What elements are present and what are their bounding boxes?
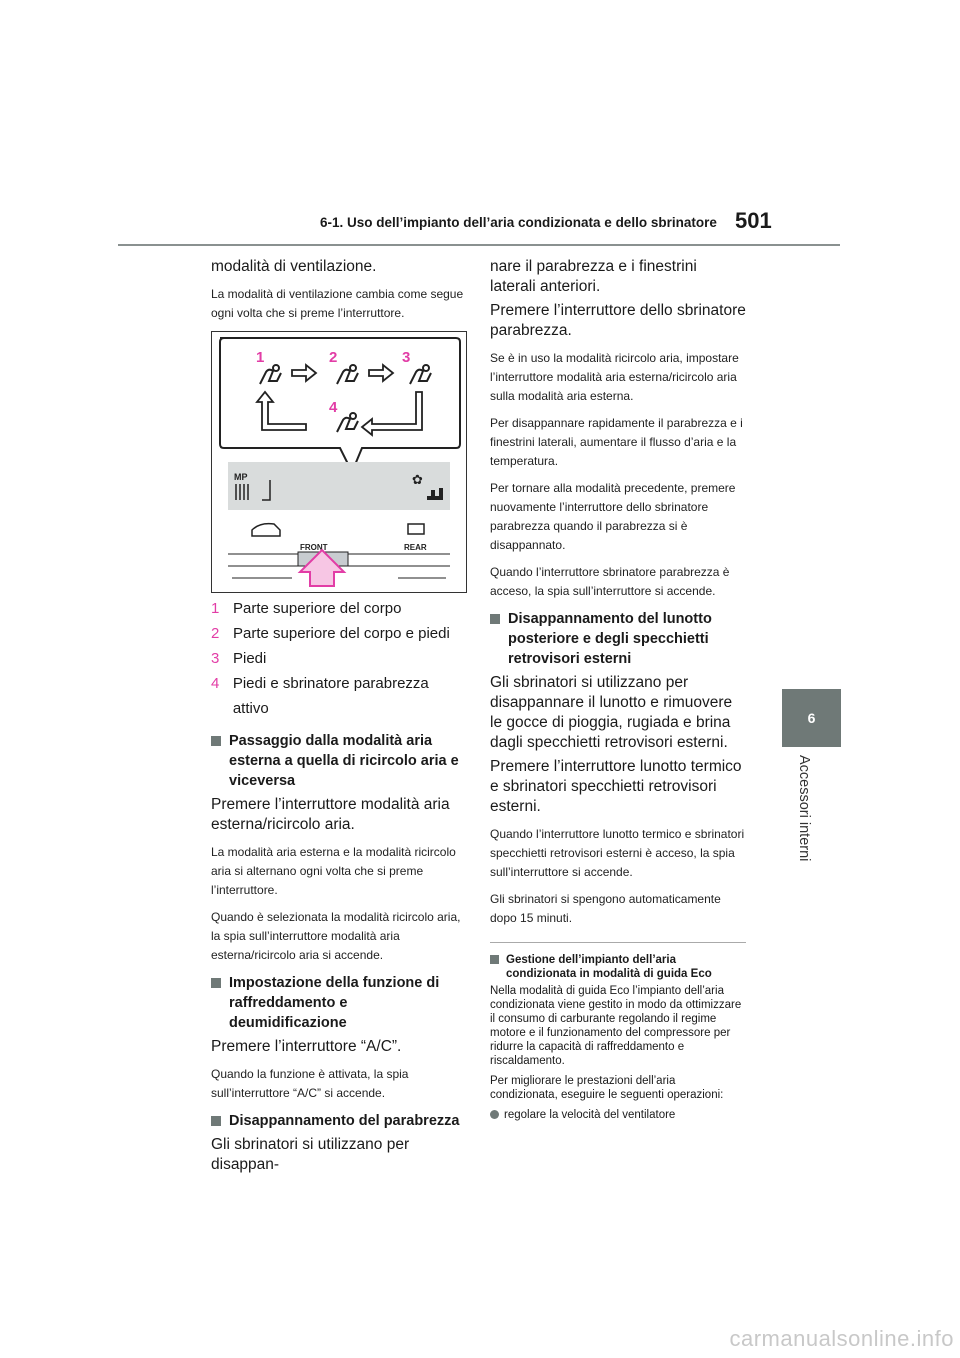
eco-bullet: regolare la velocità del ventilatore: [490, 1108, 746, 1122]
legend-item: 2 Parte superiore del corpo e piedi: [211, 625, 450, 642]
right-column: [490, 257, 746, 1122]
note-text: Quando l’interruttore sbrinatore parabrezza è acceso, la spia sull’interruttore si accende.: [490, 565, 730, 598]
section-note: Quando è selezionata la modalità ricircolo aria, la spia sull’interruttore modalità aria esterna/ricircolo aria si accende.: [211, 910, 461, 962]
eco-text: Nella modalità di guida Eco l’impianto dell’aria condizionata viene gestito in modo da ottimizzare il consumo di carburante regolando il regime motore e il funzionamento del compressore per ridurre la capacità di raffreddamento e riscaldamento.: [490, 985, 742, 1067]
chapter-tab-label: [772, 755, 812, 865]
intro-note: La modalità di ventilazione cambia come segue ogni volta che si preme l’interruttore.: [211, 287, 464, 320]
left-column-top: [211, 257, 467, 331]
fan-icon: ✿: [412, 473, 423, 488]
body-text: Premere l’interruttore lunotto termico e sbrinatori specchietti retrovisori esterni.: [490, 758, 742, 815]
section-text: Gli sbrinatori si utilizzano per disappan-: [211, 1136, 410, 1173]
section-note: Quando la funzione è attivata, la spia sull’interruttore “A/C” si accende.: [211, 1067, 409, 1100]
section-heading: Passaggio dalla modalità aria esterna a quella di ricircolo aria e viceversa: [211, 731, 467, 791]
legend-item: 4 Piedi e sbrinatore parabrezza attivo: [211, 675, 429, 717]
page-number: 501: [735, 208, 772, 233]
chapter-tab: [782, 689, 841, 747]
chapter-title: Accessori interni: [796, 755, 812, 862]
section-heading: Disappannamento del parabrezza: [211, 1111, 467, 1131]
body-text: nare il parabrezza e i finestrini laterali anteriori.: [490, 258, 697, 295]
callout-1: 1: [256, 349, 265, 366]
body-text: Gli sbrinatori si utilizzano per disappannare il lunotto e rimuovere le gocce di pioggia, rugiada e brina dagli specchietti retrovisori esterni.: [490, 674, 733, 751]
note-text: Per tornare alla modalità precedente, premere nuovamente l’interruttore dello sbrinatore parabrezza quando il parabrezza si è disappannato.: [490, 481, 736, 552]
rear-label: REAR: [404, 543, 427, 552]
chapter-number: 6: [807, 710, 816, 726]
header-rule: [118, 244, 840, 246]
section-text: Premere l’interruttore modalità aria esterna/ricircolo aria.: [211, 796, 450, 833]
section-note: La modalità aria esterna e la modalità ricircolo aria si alternano ogni volta che si preme l’interruttore.: [211, 845, 456, 897]
divider: [490, 942, 746, 943]
climate-panel-figure: [211, 331, 467, 593]
body-text: Premere l’interruttore dello sbrinatore parabrezza.: [490, 302, 746, 339]
section-heading: Disappannamento del lunotto posteriore e degli specchietti retrovisori esterni: [490, 609, 746, 669]
watermark: carmanualsonline.info: [729, 1326, 954, 1351]
eco-heading: Gestione dell’impianto dell’aria condizionata in modalità di guida Eco: [490, 953, 746, 981]
callout-3: 3: [402, 349, 411, 366]
callout-2: 2: [329, 349, 338, 366]
left-column-bottom: [211, 596, 467, 1179]
legend-item: 3 Piedi: [211, 650, 267, 667]
note-text: Gli sbrinatori si spengono automaticamente dopo 15 minuti.: [490, 892, 721, 925]
front-label: FRONT: [300, 543, 328, 552]
note-text: Quando l’interruttore lunotto termico e sbrinatori specchietti retrovisori esterni è acceso, la spia sull’interruttore si accende.: [490, 827, 745, 879]
section-heading: Impostazione della funzione di raffreddamento e deumidificazione: [211, 973, 467, 1033]
eco-text: Per migliorare le prestazioni dell’aria condizionata, eseguire le seguenti operazioni:: [490, 1075, 724, 1101]
section-text: Premere l’interruttore “A/C”.: [211, 1038, 402, 1055]
callout-4: 4: [329, 399, 338, 416]
intro-text: modalità di ventilazione.: [211, 258, 377, 275]
running-header: 6-1. Uso dell’impianto dell’aria condizionata e dello sbrinatore: [320, 215, 717, 230]
climate-panel-illustration: [212, 332, 466, 592]
legend-item: 1 Parte superiore del corpo: [211, 600, 402, 617]
note-text: Per disappannare rapidamente il parabrezza e i finestrini laterali, aumentare il flusso d’aria e la temperatura.: [490, 416, 743, 468]
display-mp: MP: [234, 472, 248, 482]
control-buttons: [252, 524, 427, 552]
note-text: Se è in uso la modalità ricircolo aria, impostare l’interruttore modalità aria esterna/ricircolo aria sulla modalità aria esterna.: [490, 351, 739, 403]
